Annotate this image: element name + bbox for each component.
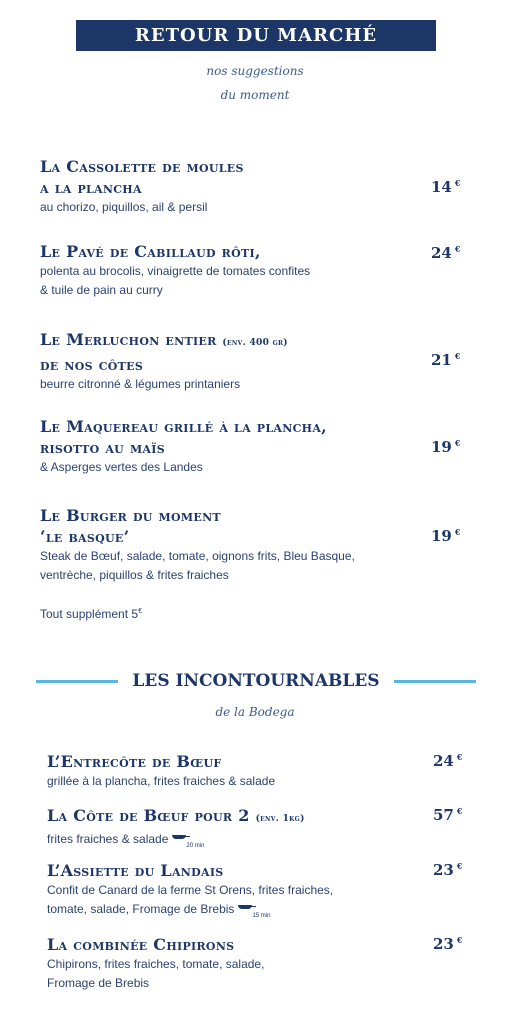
currency-symbol: €	[456, 861, 463, 871]
header-subtitle-1: nos suggestions	[206, 64, 304, 78]
menu-item	[40, 156, 244, 217]
item-description: Steak de Bœuf, salade, tomate, oignons frits, Bleu Basque,	[40, 549, 355, 563]
item-name: La Cassolette de moules	[40, 157, 244, 176]
currency-symbol: €	[456, 752, 463, 762]
item-name: risotto au maïs	[40, 438, 165, 457]
currency-symbol: €	[138, 608, 142, 615]
supplement-note: Tout supplément 5€	[40, 607, 142, 621]
item-description: ventrèche, piquillos & frites fraiches	[40, 568, 229, 582]
divider-line-left	[36, 680, 118, 683]
item-price: 19 €	[431, 527, 461, 545]
item-name: L’Assiette du Landais	[47, 861, 224, 880]
header-subtitle-2: du moment	[220, 88, 290, 102]
item-description: polenta au brocolis, vinaigrette de tomates confites	[40, 264, 311, 278]
item-price: 24 €	[433, 752, 463, 770]
section-header	[36, 668, 476, 694]
item-price: 23 €	[433, 935, 463, 953]
item-description: Fromage de Brebis	[47, 976, 150, 990]
menu-item	[47, 751, 275, 791]
item-description: tomate, salade, Fromage de Brebis 15 min	[47, 900, 333, 919]
item-description: frites fraiches & salade 20 min	[47, 830, 305, 849]
item-price: 57 €	[433, 806, 463, 824]
item-price: 24 €	[431, 244, 461, 262]
item-name: Le Merluchon entier (env. 400 gr)	[40, 330, 288, 349]
currency-symbol: €	[456, 935, 463, 945]
item-name: Le Maquereau grillé à la plancha,	[40, 417, 328, 436]
item-name: La combinée Chipirons	[47, 935, 235, 954]
item-description: Chipirons, frites fraiches, tomate, salade,	[47, 957, 265, 971]
currency-symbol: €	[454, 527, 461, 537]
item-price: 21 €	[431, 351, 461, 369]
currency-symbol: €	[454, 244, 461, 254]
menu-item	[47, 860, 333, 919]
menu-item	[40, 329, 288, 394]
pan-icon	[172, 835, 186, 839]
divider-line-right	[394, 680, 476, 683]
item-description: grillée à la plancha, frites fraiches & salade	[47, 774, 276, 788]
currency-symbol: €	[456, 806, 463, 816]
item-name: a la plancha	[40, 178, 142, 197]
item-description: Confit de Canard de la ferme St Orens, frites fraiches,	[47, 883, 334, 897]
menu-item	[40, 241, 310, 300]
section-subtitle: de la Bodega	[215, 705, 295, 719]
pan-icon	[238, 905, 252, 909]
currency-symbol: €	[454, 438, 461, 448]
item-name: L’Entrecôte de Bœuf	[47, 752, 222, 771]
item-price: 23 €	[433, 861, 463, 879]
header-banner	[76, 20, 436, 51]
item-description: & tuile de pain au curry	[40, 283, 163, 297]
item-description: & Asperges vertes des Landes	[40, 460, 203, 474]
item-name: Le Pavé de Cabillaud rôti,	[40, 242, 261, 261]
item-price: 19 €	[431, 438, 461, 456]
item-name: La Côte de Bœuf pour 2 (env. 1kg)	[47, 806, 305, 825]
item-note: (env. 400 gr)	[222, 338, 288, 348]
item-note: (env. 1kg)	[255, 814, 305, 824]
item-price: 14 €	[431, 178, 461, 196]
item-description: au chorizo, piquillos, ail & persil	[40, 200, 208, 214]
item-name: Le Burger du moment	[40, 506, 221, 525]
menu-item	[47, 805, 305, 849]
header-title: RETOUR DU MARCHÉ	[134, 25, 378, 46]
menu-item	[47, 934, 264, 993]
item-name: ‘le basque’	[40, 527, 130, 546]
cooking-time-icon	[238, 902, 271, 919]
cooking-time-icon	[172, 832, 205, 849]
menu-item	[40, 505, 355, 585]
currency-symbol: €	[454, 351, 461, 361]
cooking-time: 15 min	[252, 913, 271, 919]
currency-symbol: €	[454, 178, 461, 188]
item-description: beurre citronné & légumes printaniers	[40, 377, 241, 391]
item-name: de nos côtes	[40, 355, 144, 374]
menu-item	[40, 416, 327, 477]
cooking-time: 20 min	[186, 843, 205, 849]
section-title: LES INCONTOURNABLES	[132, 671, 380, 691]
